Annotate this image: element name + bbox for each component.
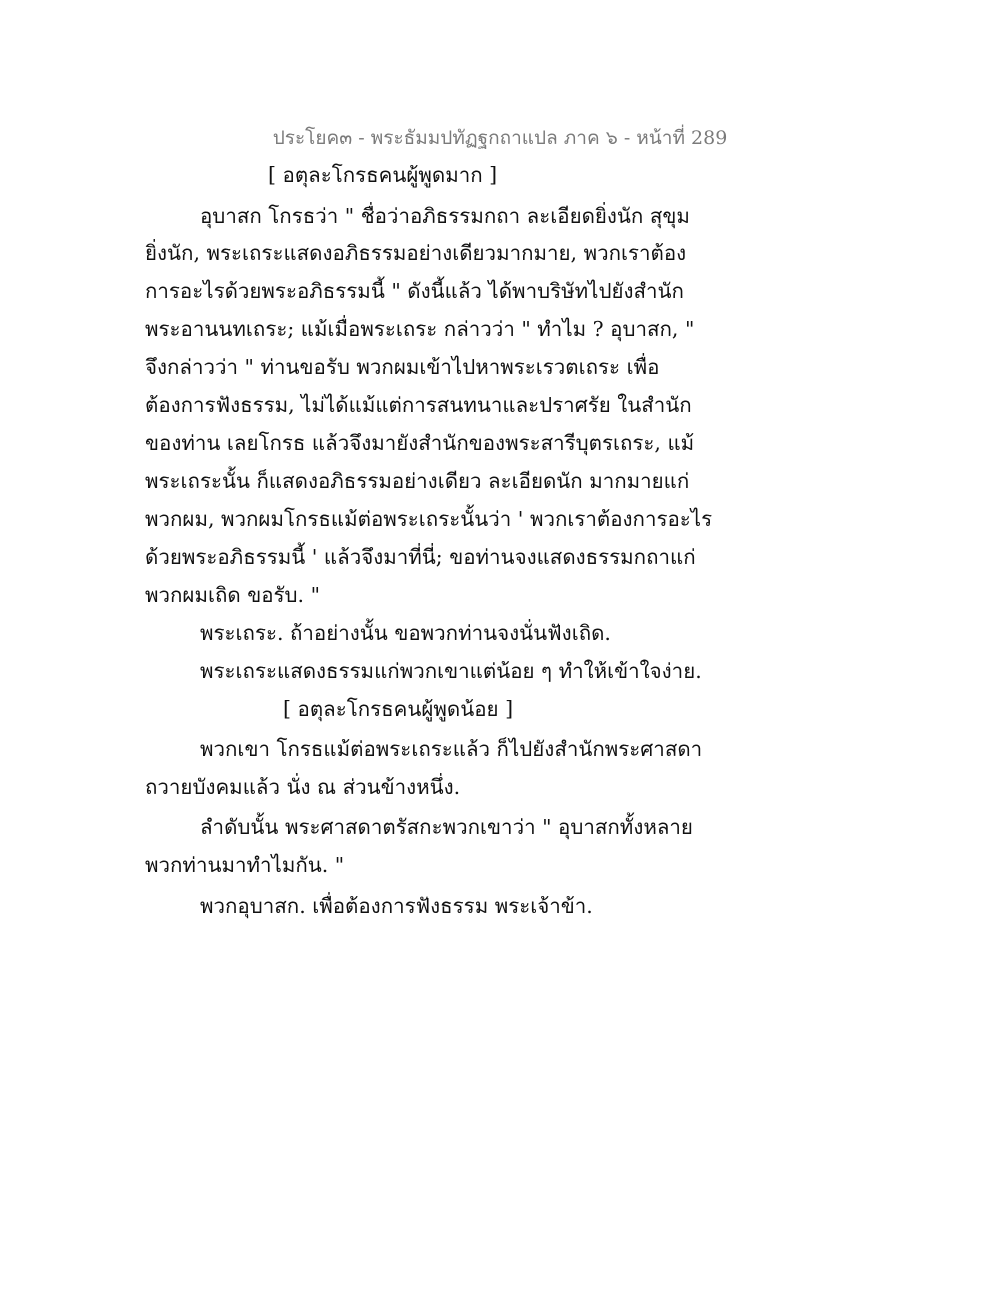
paragraph-line: พวกผม, พวกผมโกรธแม้ต่อพระเถระนั้นว่า ' พวกเราต้องการอะไร: [145, 507, 713, 531]
paragraph-line: ลำดับนั้น พระศาสดาตรัสกะพวกเขาว่า " อุบาสกทั้งหลาย: [200, 815, 693, 839]
paragraph-line: ต้องการฟังธรรม, ไม่ได้แม้แต่การสนทนาและปราศรัย ในสำนัก: [145, 393, 692, 417]
paragraph-line: พระเถระแสดงธรรมแก่พวกเขาแต่น้อย ๆ ทำให้เข้าใจง่าย.: [200, 659, 702, 683]
paragraph-line: พระเถระนั้น ก็แสดงอภิธรรมอย่างเดียว ละเอียดนัก มากมายแก่: [145, 469, 690, 493]
paragraph-line: ของท่าน เลยโกรธ แล้วจึงมายังสำนักของพระสารีบุตรเถระ, แม้: [145, 431, 695, 455]
paragraph-line: ยิ่งนัก, พระเถระแสดงอภิธรรมอย่างเดียวมากมาย, พวกเราต้อง: [145, 241, 687, 265]
running-header: ประโยค๓ - พระธัมมปทัฏฐกถาแปล ภาค ๖ - หน้าที่ 289: [272, 127, 728, 149]
paragraph-line: พระเถระ. ถ้าอย่างนั้น ขอพวกท่านจงนั่นฟังเถิด.: [200, 621, 611, 645]
section-heading-2: [ อตุละโกรธคนผู้พูดน้อย ]: [283, 697, 514, 721]
paragraph-line: ด้วยพระอภิธรรมนี้ ' แล้วจึงมาที่นี่; ขอท่านจงแสดงธรรมกถาแก่: [145, 545, 696, 569]
paragraph-line: พวกอุบาสก. เพื่อต้องการฟังธรรม พระเจ้าข้า.: [200, 894, 593, 918]
paragraph-line: พระอานนทเถระ; แม้เมื่อพระเถระ กล่าวว่า " ทำไม ? อุบาสก, ": [145, 317, 695, 341]
paragraph-line: การอะไรด้วยพระอภิธรรมนี้ " ดังนี้แล้ว ได้พาบริษัทไปยังสำนัก: [145, 279, 684, 303]
paragraph-line: พวกเขา โกรธแม้ต่อพระเถระแล้ว ก็ไปยังสำนักพระศาสดา: [200, 737, 703, 761]
paragraph-line: พวกผมเถิด ขอรับ. ": [145, 583, 321, 607]
paragraph-line: ถวายบังคมแล้ว นั่ง ณ ส่วนข้างหนึ่ง.: [145, 775, 461, 799]
section-heading-1: [ อตุละโกรธคนผู้พูดมาก ]: [268, 163, 498, 187]
paragraph-line: อุบาสก โกรธว่า " ชื่อว่าอภิธรรมกถา ละเอียดยิ่งนัก สุขุม: [200, 204, 690, 228]
paragraph-line: จึงกล่าวว่า " ท่านขอรับ พวกผมเข้าไปหาพระเรวตเถระ เพื่อ: [145, 355, 660, 379]
paragraph-line: พวกท่านมาทำไมกัน. ": [145, 853, 345, 877]
